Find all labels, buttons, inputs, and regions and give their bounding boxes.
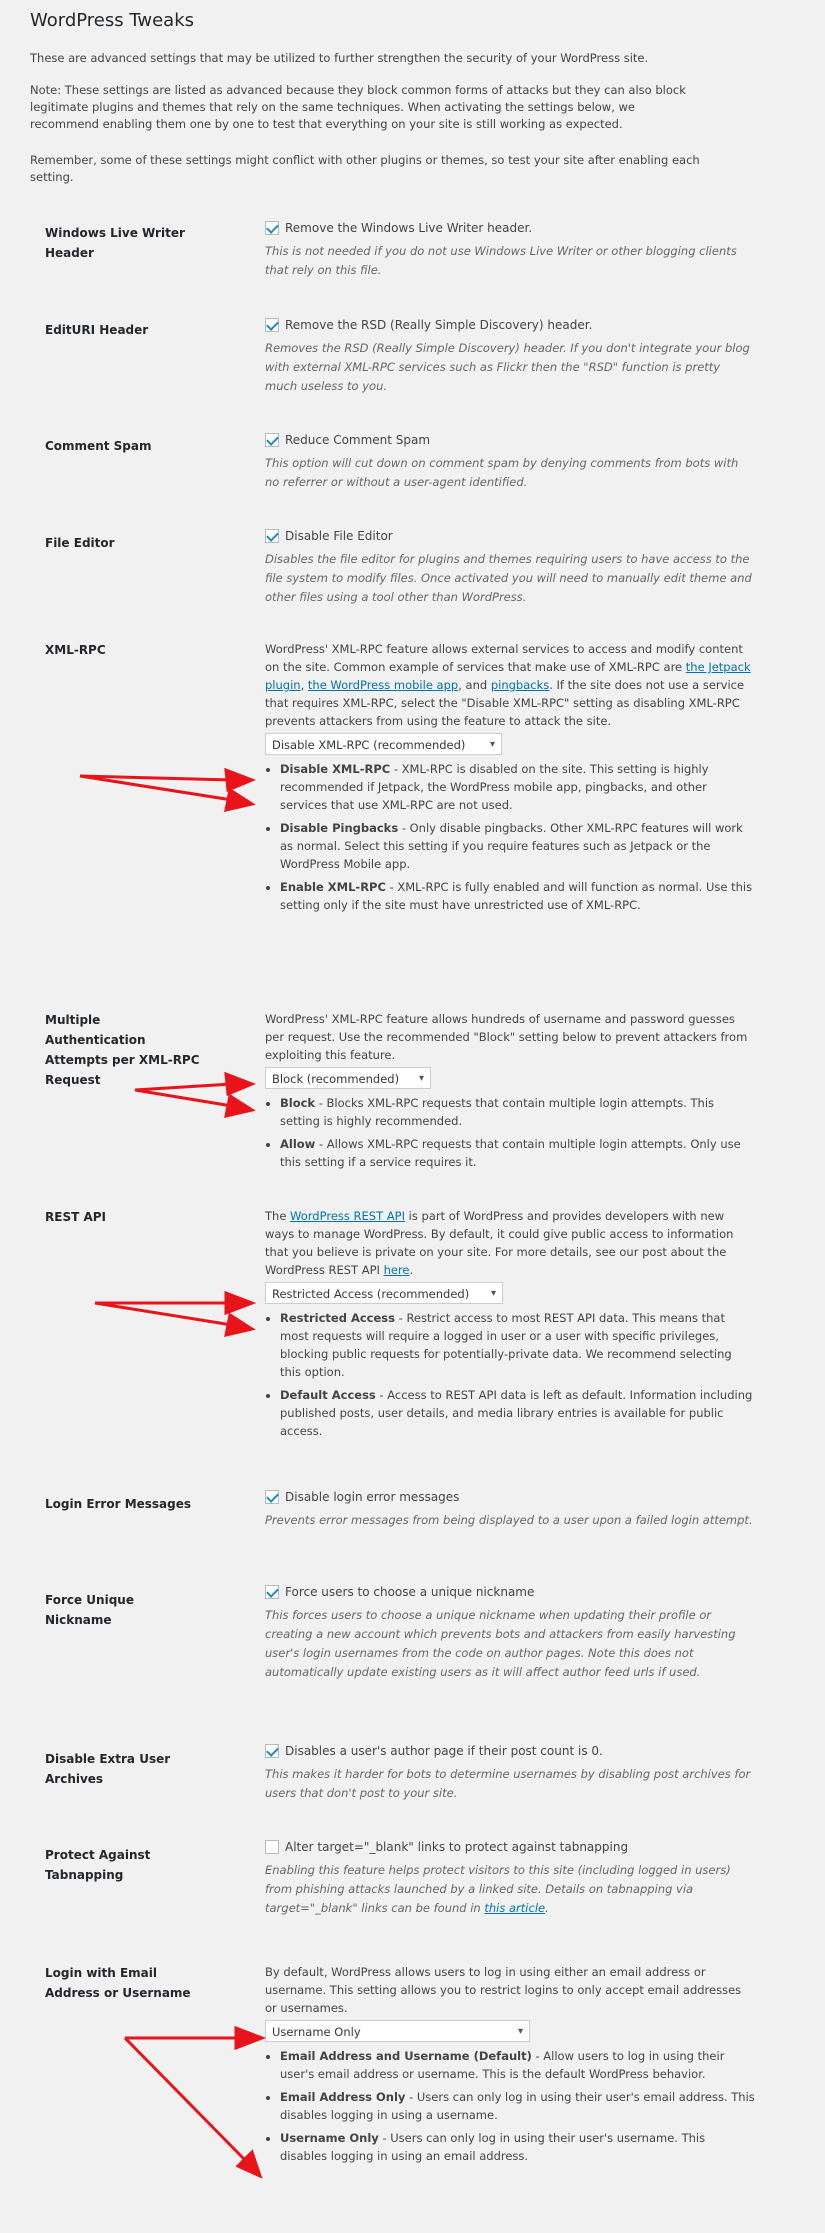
setting-field <box>265 1963 755 2170</box>
wlw-checkbox[interactable] <box>265 221 279 235</box>
editor-checkbox-label[interactable] <box>265 529 393 543</box>
checkbox-text: Force users to choose a unique nickname <box>285 1585 535 1599</box>
setting-label: Force Unique Nickname <box>45 1593 134 1627</box>
setting-field <box>265 431 755 492</box>
checkbox-text: Remove the Windows Live Writer header. <box>285 221 533 235</box>
arrow-head <box>226 790 252 810</box>
editor-checkbox[interactable] <box>265 529 279 543</box>
setting-label: File Editor <box>45 536 115 550</box>
spam-checkbox[interactable] <box>265 433 279 447</box>
setting-description: Prevents error messages from being displayed to a user upon a failed login attempt. <box>265 1513 753 1527</box>
checkbox-text: Disable File Editor <box>285 529 393 543</box>
list-item: • Default Access - Access to REST API data is left as default. Information including published posts, user details, and media library entries is available for public access. <box>280 1386 755 1440</box>
arrow-line <box>80 776 232 800</box>
tabnab-checkbox[interactable] <box>265 1840 279 1854</box>
setting-field <box>265 1488 755 1530</box>
intro-remember: Remember, some of these settings might conflict with other plugins or themes, so test your site after enabling each setting. <box>30 153 700 184</box>
setting-field <box>265 1742 755 1803</box>
list-item: • Disable XML-RPC - XML-RPC is disabled on the site. This setting is highly recommended if Jetpack, the WordPress mobile app, pingbacks, and other services that use XML-RPC are not used. <box>280 760 755 814</box>
edituri-checkbox[interactable] <box>265 318 279 332</box>
wlw-checkbox-label[interactable] <box>265 221 532 235</box>
arrow-head <box>226 1096 252 1116</box>
checkbox-text: Remove the RSD (Really Simple Discovery) header. <box>285 318 593 332</box>
arrow-line <box>125 2038 245 2160</box>
setting-field <box>265 527 755 607</box>
setting-field <box>265 1838 755 1918</box>
list-item: • Email Address Only - Users can only log in using their user's email address. This disables logging in using a username. <box>280 2088 755 2124</box>
setting-description: This option will cut down on comment spam by denying comments from bots with no referrer or without a user-agent identified. <box>265 456 739 489</box>
checkbox-text: Reduce Comment Spam <box>285 433 431 447</box>
setting-label: Windows Live Writer Header <box>45 226 185 260</box>
setting-label: REST API <box>45 1210 106 1224</box>
page-title: WordPress Tweaks <box>30 10 195 31</box>
archives-checkbox[interactable] <box>265 1744 279 1758</box>
setting-field <box>265 316 755 396</box>
mobile-app-link[interactable]: the WordPress mobile app <box>307 678 459 692</box>
setting-description: This forces users to choose a unique nickname when updating their profile or creating a new account which prevents bots and attackers from easily harvesting user's login usernames from the code on author pages. Note this does not automatically update existing users as it will affect author feed urls if used. <box>265 1608 736 1679</box>
arrow-line <box>95 1303 232 1325</box>
arrow-head <box>236 2028 262 2048</box>
archives-checkbox-label[interactable] <box>265 1744 603 1758</box>
this-article-link[interactable]: this article <box>484 1901 546 1915</box>
xmlrpc-options-list <box>265 760 755 914</box>
list-item: • Disable Pingbacks - Only disable pingbacks. Other XML-RPC features will work as normal. Select this setting if you require features such as Jetpack or the WordPress Mobile app. <box>280 819 755 873</box>
intro-text: These are advanced settings that may be utilized to further strengthen the security of your WordPress site. <box>30 51 649 65</box>
list-item: • Allow - Allows XML-RPC requests that contain multiple login attempts. Only use this setting if a service requires it. <box>280 1135 755 1171</box>
arrow-head <box>238 2152 260 2176</box>
spam-checkbox-label[interactable] <box>265 433 430 447</box>
setting-label: Comment Spam <box>45 439 152 453</box>
checkbox-text: Disable login error messages <box>285 1490 460 1504</box>
rest-options-list <box>265 1309 755 1440</box>
jetpack-link[interactable]: the Jetpack plugin <box>265 660 751 692</box>
setting-label: EditURI Header <box>45 323 149 337</box>
multiauth-options-list <box>265 1094 755 1171</box>
arrow-head <box>226 770 252 790</box>
setting-label: XML-RPC <box>45 643 106 657</box>
setting-label: Disable Extra User Archives <box>45 1752 171 1786</box>
xmlrpc-description: WordPress' XML-RPC feature allows external services to access and modify content on the site. Common example of services that make use of XML-RPC are the Jetpack plugin, the WordPress mobile app, and pingbacks. If the site does not use a service that requires XML-RPC, select the "Disable XML-RPC" setting as disabling XML-RPC prevents attackers from using the feature to attack the site. <box>265 642 751 728</box>
pingbacks-link[interactable]: pingbacks <box>490 678 550 692</box>
setting-field <box>265 1207 755 1445</box>
setting-label: Login with Email Address or Username <box>45 1966 191 2000</box>
setting-label: Login Error Messages <box>45 1497 192 1511</box>
emaillogin-options-list <box>265 2047 755 2165</box>
arrow-head <box>226 1315 252 1335</box>
arrow-head <box>226 1293 252 1313</box>
checkbox-text: Disables a user's author page if their post count is 0. <box>285 1744 603 1758</box>
arrow-head <box>226 1074 252 1094</box>
nickname-checkbox[interactable] <box>265 1585 279 1599</box>
rest-select[interactable]: Restricted Access (recommended) ▾ <box>265 1282 503 1304</box>
list-item: • Enable XML-RPC - XML-RPC is fully enabled and will function as normal. Use this setting only if the site must have unrestricted use of XML-RPC. <box>280 878 755 914</box>
list-item: • Restricted Access - Restrict access to most REST API data. This means that most requests will require a logged in user or a user with specific privileges, blocking public requests for potentially-private data. We recommend selecting this option. <box>280 1309 755 1381</box>
edituri-checkbox-label[interactable] <box>265 318 592 332</box>
checkbox-text: Alter target="_blank" links to protect against tabnapping <box>285 1840 629 1854</box>
setting-field <box>265 1010 755 1176</box>
setting-label: Protect Against Tabnapping <box>45 1848 151 1882</box>
setting-label: Multiple Authentication Attempts per XML-RPC Request <box>45 1013 200 1087</box>
xmlrpc-select[interactable]: Disable XML-RPC (recommended) ▾ <box>265 733 502 755</box>
arrow-line <box>135 1090 232 1106</box>
tabnab-checkbox-label[interactable] <box>265 1840 628 1854</box>
intro-note: Note: These settings are listed as advanced because they block common forms of attacks but they can also block legitimate plugins and themes that rely on the same techniques. When activating the settings below, we recommend enabling them one by one to test that everything on your site is still working as expected. <box>30 83 686 131</box>
loginerr-checkbox[interactable] <box>265 1490 279 1504</box>
setting-field <box>265 219 755 280</box>
setting-field <box>265 1583 755 1682</box>
multiauth-description: WordPress' XML-RPC feature allows hundreds of username and password guesses per request. Use the recommended "Block" setting below to prevent attackers from exploiting this feature. <box>265 1012 748 1062</box>
setting-description: Removes the RSD (Really Simple Discovery) header. If you don't integrate your blog with external XML-RPC services such as Flickr then the "RSD" function is pretty much useless to you. <box>265 341 750 393</box>
loginerr-checkbox-label[interactable] <box>265 1490 459 1504</box>
setting-description: This makes it harder for bots to determine usernames by disabling post archives for users that don't post to your site. <box>265 1767 751 1800</box>
setting-field <box>265 640 755 919</box>
setting-description: This is not needed if you do not use Windows Live Writer or other blogging clients that rely on this file. <box>265 244 737 277</box>
emaillogin-select[interactable]: Username Only ▾ <box>265 2020 530 2042</box>
nickname-checkbox-label[interactable] <box>265 1585 534 1599</box>
list-item: • Block - Blocks XML-RPC requests that contain multiple login attempts. This setting is highly recommended. <box>280 1094 755 1130</box>
here-link[interactable]: here <box>383 1263 410 1277</box>
rest-api-link[interactable]: WordPress REST API <box>290 1209 405 1223</box>
multiauth-select[interactable]: Block (recommended) ▾ <box>265 1067 431 1089</box>
arrow-line <box>80 776 232 780</box>
setting-description: Enabling this feature helps protect visitors to this site (including logged in users) from phishing attacks launched by a linked site. Details on tabnapping via target="_blank" links can be found in this article. <box>265 1863 731 1915</box>
list-item: • Username Only - Users can only log in using their user's username. This disables logging in using an email address. <box>280 2129 755 2165</box>
list-item: • Email Address and Username (Default) - Allow users to log in using their user's email address or username. This is the default WordPress behavior. <box>280 2047 755 2083</box>
rest-description: The WordPress REST API is part of WordPress and provides developers with new ways to manage WordPress. By default, it could give public access to information that you believe is private on your site. For more details, see our post about the WordPress REST API here. <box>265 1209 734 1277</box>
setting-description: Disables the file editor for plugins and themes requiring users to have access to the file system to modify files. Once activated you will need to manually edit theme and other files using a tool other than WordPress. <box>265 552 752 604</box>
emaillogin-description: By default, WordPress allows users to log in using either an email address or username. This setting allows you to restrict logins to only accept email addresses or usernames. <box>265 1965 742 2015</box>
